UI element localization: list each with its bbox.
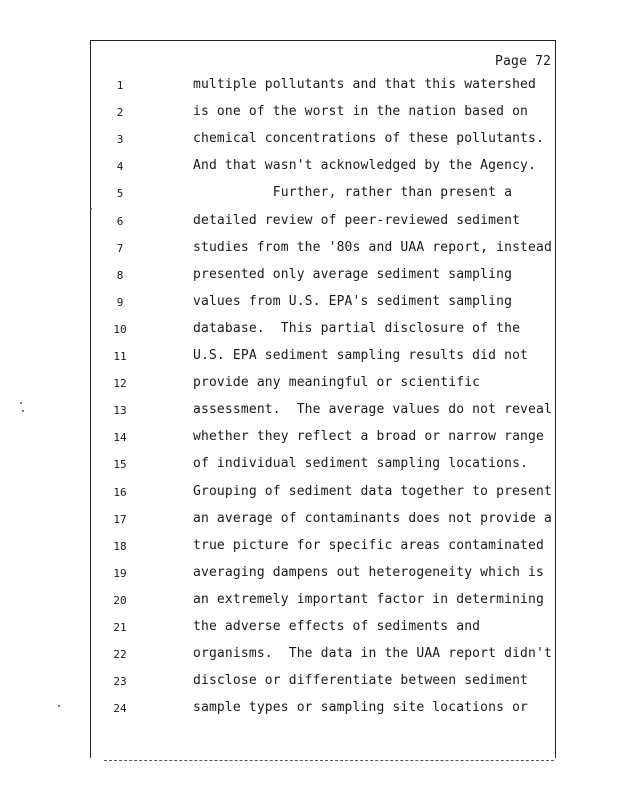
transcript-line: the adverse effects of sediments and [193,619,481,634]
transcript-line: provide any meaningful or scientific [193,375,481,390]
line-number: 7 [116,242,124,255]
line-number: 10 [113,323,127,336]
line-number: 6 [116,215,124,228]
transcript-line: true picture for specific areas contaminated [193,538,544,553]
scan-speck [20,402,22,404]
line-number: 19 [113,567,127,580]
line-number: 5 [116,187,124,200]
scan-speck [58,705,60,707]
line-number: 20 [113,594,127,607]
footer-rule [104,760,554,761]
line-number: 2 [116,106,124,119]
transcript-line: studies from the '80s and UAA report, instead [193,240,552,255]
scan-speck [22,410,24,412]
transcript-line: is one of the worst in the nation based on [193,104,529,119]
line-number: 1 [116,79,124,92]
transcript-line: Grouping of sediment data together to present [193,484,552,499]
line-number: 16 [113,486,127,499]
transcript-line: averaging dampens out heterogeneity which is [193,565,544,580]
transcript-line: detailed review of peer-reviewed sediment [193,213,521,228]
line-number: 11 [113,350,127,363]
transcript-line: database. This partial disclosure of the [193,321,521,336]
line-number: 23 [113,675,127,688]
page-number: Page 72 [495,54,552,69]
transcript-line: whether they reflect a broad or narrow range [193,429,544,444]
transcript-line: chemical concentrations of these pollutants. [193,131,544,146]
transcript-line: And that wasn't acknowledged by the Agency. [193,158,536,173]
transcript-line: presented only average sediment sampling [193,267,513,282]
line-number: 21 [113,621,127,634]
line-number: 18 [113,540,127,553]
line-number: 13 [113,404,127,417]
transcript-line: an average of contaminants does not provide a [193,511,552,526]
transcript-line: an extremely important factor in determining [193,592,544,607]
line-number: 22 [113,648,127,661]
transcript-line: U.S. EPA sediment sampling results did not [193,348,529,363]
transcript-line: multiple pollutants and that this watershed [193,77,536,92]
line-number: 3 [116,133,124,146]
line-number: 17 [113,513,127,526]
transcript-line: assessment. The average values do not reveal [193,402,552,417]
line-number: 4 [116,160,124,173]
line-number: 24 [113,702,127,715]
line-number: 8 [116,269,124,282]
line-number: 15 [113,458,127,471]
transcript-line: of individual sediment sampling locations. [193,456,529,471]
transcript-line: values from U.S. EPA's sediment sampling [193,294,513,309]
line-number: 14 [113,431,127,444]
line-number: 12 [113,377,127,390]
transcript-line: disclose or differentiate between sediment [193,673,529,688]
transcript-line: sample types or sampling site locations or [193,700,529,715]
scan-speck [90,208,92,210]
transcript-line: organisms. The data in the UAA report didn't [193,646,552,661]
line-number: 9 [116,296,124,309]
transcript-line: Further, rather than present a [193,185,513,200]
